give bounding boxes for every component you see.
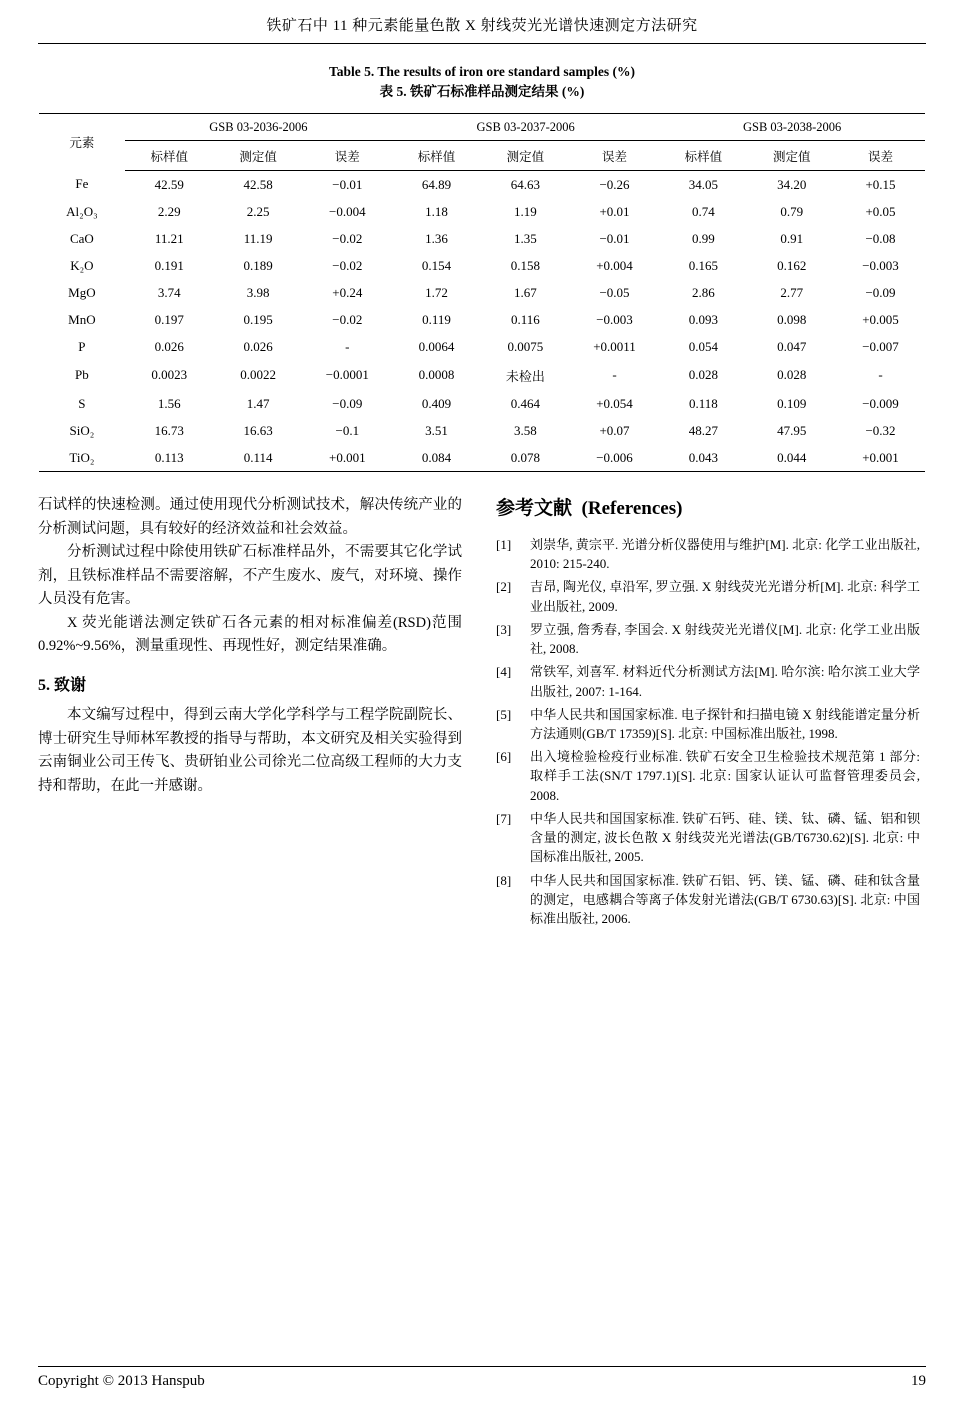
- table-cell: 34.20: [777, 176, 807, 192]
- table-cell: +0.054: [596, 395, 633, 411]
- table-cell: 64.63: [510, 176, 540, 192]
- table-subheader-2-1: 测定值: [748, 141, 836, 171]
- table-cell: 0.154: [421, 257, 452, 273]
- table-cell: 0.0075: [507, 338, 544, 354]
- table-cell: 1.72: [425, 284, 448, 300]
- table-cell: −0.004: [328, 203, 366, 219]
- table-row: [39, 360, 925, 390]
- list-item: [496, 535, 920, 573]
- table-cell: 0.043: [659, 444, 747, 472]
- table-group-header-2: GSB 03-2038-2006: [659, 114, 925, 141]
- table-cell: −0.1: [335, 422, 360, 438]
- table-cell: 16.73: [154, 422, 184, 438]
- reference-text: 吉昂, 陶光仪, 卓沿军, 罗立强. X 射线荧光光谱分析[M]. 北京: 科学工业出版社, 2009.: [530, 579, 920, 614]
- table-cell-element: CaO: [69, 230, 94, 246]
- table-cell: 0.093: [688, 311, 719, 327]
- table-cell: 47.95: [777, 422, 807, 438]
- table-cell: 16.63: [243, 422, 273, 438]
- table-cell: 0.119: [422, 311, 451, 327]
- table-cell: −0.009: [862, 395, 899, 411]
- table-cell: −0.09: [865, 284, 896, 300]
- table-cell: 0.189: [243, 257, 273, 273]
- table-cell: −0.01: [332, 176, 363, 192]
- table-cell-element: MnO: [68, 311, 96, 327]
- table-cell: −0.01: [599, 230, 630, 246]
- table-group-header-row: [39, 114, 925, 141]
- table-cell: −0.05: [599, 284, 630, 300]
- page-footer: [38, 1366, 926, 1390]
- table-cell: 0.197: [154, 311, 184, 327]
- reference-number: [3]: [496, 621, 512, 637]
- reference-text: 中华人民共和国国家标准. 铁矿石钙、硅、镁、钛、磷、锰、铝和钡含量的测定, 波长色散 X 射线荧光光谱法(GB/T6730.62)[S]. 北京: 中国标准出版社, 2005.: [530, 810, 920, 865]
- paragraph-continuation: 石试样的快速检测。通过使用现代分析测试技术，解决传统产业的分析测试问题，具有较好的经济效益和社会效益。: [38, 497, 462, 537]
- table-cell: 34.05: [688, 176, 719, 192]
- table-cell: 0.0064: [418, 338, 455, 354]
- table-subheader-1-2: 误差: [570, 141, 659, 171]
- table-cell: 0.026: [243, 338, 273, 354]
- right-column: [496, 494, 920, 932]
- table-cell: -: [612, 367, 617, 383]
- table-row: [39, 444, 925, 472]
- paragraph: X 荧光能谱法测定铁矿石各元素的相对标准偏差(RSD)范围 0.92%~9.56%，测量重现性、再现性好，测定结果准确。: [38, 614, 462, 655]
- table-cell: 0.191: [154, 257, 184, 273]
- reference-number: [8]: [496, 872, 512, 888]
- table-cell: −0.08: [865, 230, 896, 246]
- table-cell: 0.158: [510, 257, 540, 273]
- table-cell: 1.36: [425, 230, 448, 246]
- table-row: [39, 252, 925, 279]
- table-group-header-0: GSB 03-2036-2006: [125, 114, 392, 141]
- table-cell-element: S: [78, 395, 86, 411]
- table-cell: −0.003: [596, 311, 633, 327]
- reference-text: 出入境检验检疫行业标准. 铁矿石安全卫生检验技术规范第 1 部分: 取样手工法(SN/T 1797.1)[S]. 北京: 国家认证认可监督管理委员会, 2008.: [530, 749, 920, 803]
- table-cell: 0.0008: [418, 367, 455, 383]
- table-cell: 0.044: [748, 444, 836, 472]
- body-columns: [38, 494, 926, 932]
- table-group-header-1: GSB 03-2037-2006: [392, 114, 659, 141]
- table-cell: 0.028: [777, 367, 807, 383]
- table-cell: 0.162: [777, 257, 807, 273]
- table-cell: −0.02: [332, 257, 363, 273]
- table-subheader-0-2: 误差: [303, 141, 392, 171]
- table-cell: −0.02: [332, 311, 363, 327]
- table-cell: 0.026: [154, 338, 184, 354]
- list-item: [496, 809, 920, 867]
- table-cell-element: Fe: [75, 176, 89, 192]
- table-cell: +0.004: [596, 257, 633, 273]
- table-cell: 1.18: [425, 203, 448, 219]
- table-cell: 0.165: [688, 257, 719, 273]
- table-cell: −0.006: [570, 444, 659, 472]
- reference-number: [1]: [496, 536, 512, 552]
- table-cell: 42.59: [154, 176, 184, 192]
- table-cell: 0.118: [689, 395, 718, 411]
- table-cell: 3.58: [513, 422, 537, 438]
- paragraph: 本文编写过程中，得到云南大学化学科学与工程学院副院长、博士研究生导师林军教授的指导与帮助，本文研究及相关实验得到云南铜业公司王传飞、贵研铂业公司徐光二位高级工程师的大力支持和帮助，在此一并感谢。: [38, 707, 462, 794]
- table-row: [39, 333, 925, 360]
- paragraph: 分析测试过程中除使用铁矿石标准样品外，不需要其它化学试剂，且铁标准样品不需要溶解，不产生废水、废气，对环境、操作人员没有危害。: [38, 544, 462, 608]
- table-cell: 0.098: [777, 311, 807, 327]
- table-cell: −0.007: [862, 338, 899, 354]
- table-cell-element: P: [78, 338, 86, 354]
- table-cell: 1.67: [513, 284, 537, 300]
- table-cell: 0.084: [392, 444, 481, 472]
- running-head: 铁矿石中 11 种元素能量色散 X 射线荧光光谱快速测定方法研究: [266, 18, 698, 34]
- reference-text: 罗立强, 詹秀春, 李国会. X 射线荧光光谱仪[M]. 北京: 化学工业出版社, 2008.: [530, 621, 920, 657]
- table-cell: 0.116: [510, 311, 540, 327]
- table-cell: +0.15: [865, 176, 896, 192]
- table-cell: 0.195: [243, 311, 273, 327]
- reference-number: [5]: [496, 706, 512, 722]
- copyright-text: Copyright © 2013 Hanspub: [38, 1373, 205, 1389]
- table-subheader-1-1: 测定值: [481, 141, 570, 171]
- table-cell: −0.09: [332, 395, 363, 411]
- table-cell: 0.91: [780, 230, 804, 246]
- table-cell-element: SiO₂: [69, 422, 95, 438]
- table-cell: 3.51: [425, 422, 448, 438]
- table-cell: 0.047: [777, 338, 807, 354]
- footer-divider: [38, 1366, 926, 1367]
- table-cell: +0.01: [599, 203, 630, 219]
- reference-number: [2]: [496, 579, 512, 595]
- table-subheader-1-0: 标样值: [392, 141, 481, 171]
- table-row: [39, 225, 925, 252]
- reference-text: 中华人民共和国国家标准. 铁矿石铝、钙、镁、锰、磷、硅和钛含量的测定，电感耦合等离子体发射光谱法(GB/T 6730.63)[S]. 北京: 中国标准出版社, 2006.: [530, 872, 920, 927]
- table-cell: 0.113: [125, 444, 214, 472]
- table-cell: 1.56: [157, 395, 181, 411]
- table-row: [39, 171, 925, 199]
- table-cell-element: MgO: [68, 284, 96, 300]
- reference-list: [496, 535, 920, 928]
- table-caption: [38, 62, 926, 101]
- table-cell-element: K₂O: [70, 257, 94, 273]
- table-subheader-row: [39, 141, 925, 171]
- table-cell: +0.005: [862, 311, 899, 327]
- table-cell: 0.99: [692, 230, 715, 246]
- table-cell: 3.74: [157, 284, 181, 300]
- table-cell: -: [345, 338, 350, 354]
- list-item: [496, 871, 920, 929]
- table-cell-element: Al₂O₃: [66, 203, 98, 219]
- table-cell: 0.0022: [240, 367, 276, 383]
- table-cell: +0.24: [332, 284, 363, 300]
- reference-text: 常铁军, 刘喜军. 材料近代分析测试方法[M]. 哈尔滨: 哈尔滨工业大学出版社, 2007: 1-164.: [530, 664, 920, 699]
- table-row: [39, 279, 925, 306]
- table-subheader-0-1: 测定值: [214, 141, 303, 171]
- reference-number: [4]: [496, 664, 512, 680]
- table-row: [39, 306, 925, 333]
- table-cell: −0.003: [862, 257, 899, 273]
- table-cell: 0.79: [780, 203, 804, 219]
- table-cell: 0.078: [481, 444, 570, 472]
- table-cell: 0.109: [777, 395, 807, 411]
- table-subheader-0-0: 标样值: [125, 141, 214, 171]
- table-cell-element: Pb: [75, 367, 89, 383]
- table-cell: −0.26: [599, 176, 630, 192]
- left-column: [38, 494, 462, 932]
- table-cell: 48.27: [688, 422, 719, 438]
- table-row: [39, 417, 925, 444]
- table-cell: 0.054: [688, 338, 719, 354]
- list-item: [496, 747, 920, 805]
- table-cell: +0.0011: [593, 338, 636, 354]
- table-cell: 1.35: [513, 230, 537, 246]
- reference-text: 中华人民共和国国家标准. 电子探针和扫描电镜 X 射线能谱定量分析方法通则(GB/T 17359)[S]. 北京: 中国标准出版社, 1998.: [530, 706, 920, 741]
- table-cell-element: TiO₂: [39, 444, 125, 472]
- table-cell: 2.77: [780, 284, 804, 300]
- reference-number: [7]: [496, 810, 512, 826]
- references-heading: [496, 494, 920, 525]
- table-cell: 0.74: [692, 203, 715, 219]
- list-item: [496, 577, 920, 615]
- header-divider: [38, 43, 926, 44]
- table-cell: 2.86: [692, 284, 715, 300]
- table-cell: 0.028: [688, 367, 719, 383]
- list-item: [496, 620, 920, 658]
- table-row: [39, 390, 925, 417]
- table-cell: 2.29: [157, 203, 181, 219]
- table-cell: 0.464: [510, 395, 540, 411]
- table-cell: −0.32: [865, 422, 896, 438]
- list-item: [496, 662, 920, 700]
- table-cell: 0.0023: [151, 367, 188, 383]
- table-caption-cn: 表 5. 铁矿石标准样品测定结果 (%): [379, 83, 585, 99]
- references-heading-en: (References): [581, 498, 683, 520]
- table-subheader-2-2: 误差: [836, 141, 925, 171]
- table-cell: +0.05: [865, 203, 896, 219]
- table-cell: +0.001: [836, 444, 925, 472]
- table-cell: 64.89: [421, 176, 452, 192]
- table-cell: 0.409: [421, 395, 452, 411]
- table-cell: −0.02: [332, 230, 363, 246]
- table-cell: 11.21: [154, 230, 184, 246]
- results-table: [39, 113, 925, 472]
- references-heading-cn: 参考文献: [496, 498, 573, 520]
- table-row: [39, 198, 925, 225]
- reference-text: 刘崇华, 黄宗平. 光谱分析仪器使用与维护[M]. 北京: 化学工业出版社, 2010: 215-240.: [530, 536, 920, 572]
- table-caption-en: Table 5. The results of iron ore standard samples (%): [328, 64, 636, 79]
- table-cell: 未检出: [505, 368, 545, 384]
- table-cell: 1.19: [513, 203, 537, 219]
- page-number: 19: [911, 1373, 926, 1389]
- table-cell: 42.58: [243, 176, 273, 192]
- table-cell: 1.47: [246, 395, 270, 411]
- table-cell: 3.98: [246, 284, 270, 300]
- table-cell: +0.07: [599, 422, 630, 438]
- table-cell: 2.25: [246, 203, 270, 219]
- reference-number: [6]: [496, 749, 512, 765]
- table-cell: −0.0001: [325, 367, 369, 383]
- table-cell: +0.001: [303, 444, 392, 472]
- table-header-element: 元素: [39, 114, 125, 171]
- section-heading-acknowledgement: 5. 致谢: [38, 676, 87, 694]
- list-item: [496, 705, 920, 743]
- table-subheader-2-0: 标样值: [659, 141, 747, 171]
- table-cell: 11.19: [243, 230, 273, 246]
- table-cell: 0.114: [214, 444, 303, 472]
- table-cell: -: [878, 367, 883, 383]
